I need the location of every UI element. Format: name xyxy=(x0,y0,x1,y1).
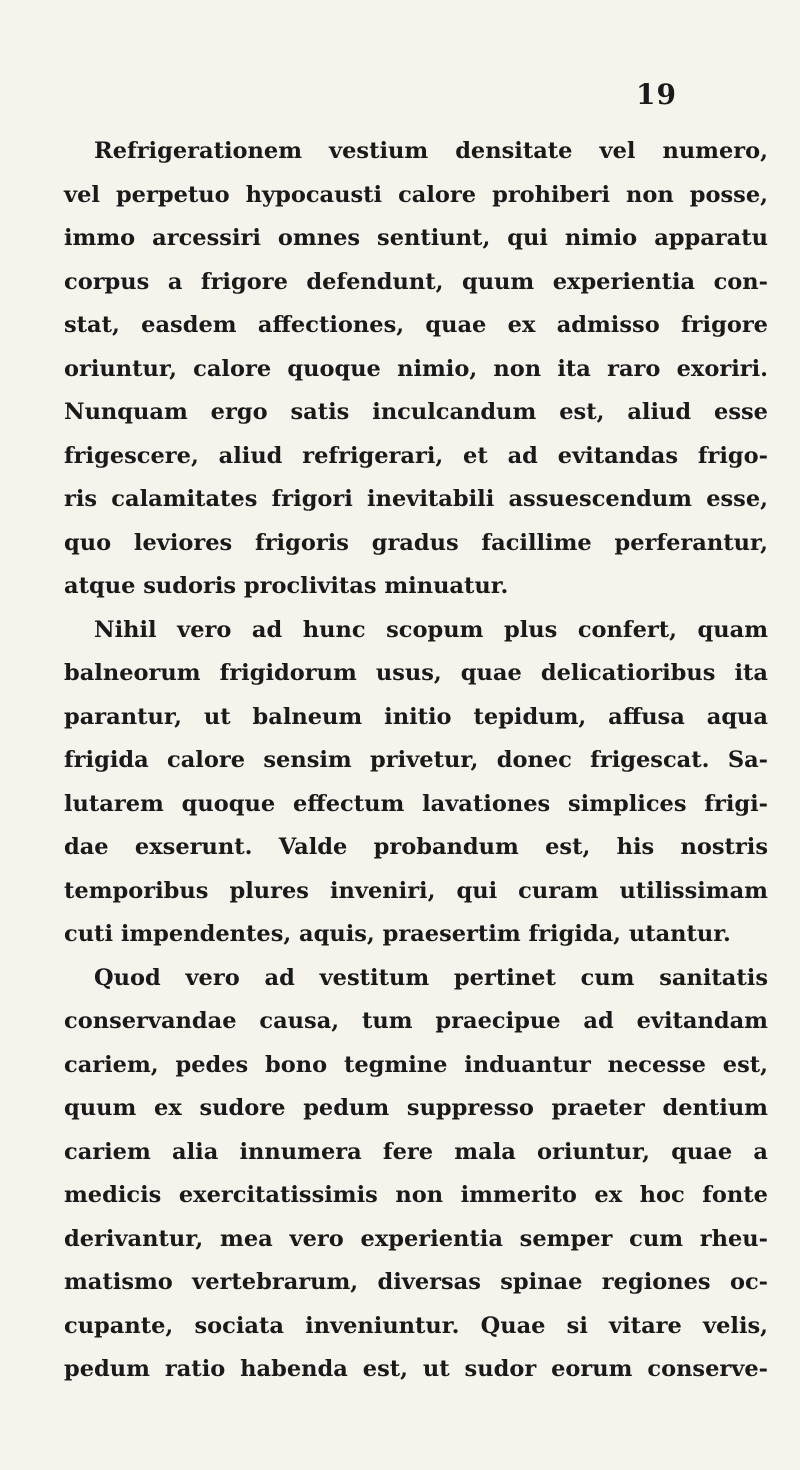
text-line: ris calamitates frigori inevitabili assuescendum esse, xyxy=(64,486,768,512)
text-line: corpus a frigore defendunt, quum experientia con- xyxy=(64,268,768,295)
text-line: cariem, pedes bono tegmine induantur necesse est, xyxy=(64,1051,768,1078)
text-line: immo arcessiri omnes sentiunt, qui nimio apparatu xyxy=(64,225,768,251)
text-line: cupante, sociata inveniuntur. Quae si vitare velis, xyxy=(64,1312,768,1339)
text-line: lutarem quoque effectum lavationes simplices frigi- xyxy=(64,790,768,817)
text-line: conservandae causa, tum praecipue ad evitandam xyxy=(64,1008,768,1034)
text-line: stat, easdem affectiones, quae ex admisso frigore xyxy=(64,312,768,338)
text-line: Quod vero ad vestitum pertinet cum sanitatis xyxy=(94,964,768,991)
text-line: cuti impendentes, aquis, praesertim frigida, utantur. xyxy=(64,921,731,947)
text-line: vel perpetuo hypocausti calore prohiberi non posse, xyxy=(64,181,768,208)
text-line: Nunquam ergo satis inculcandum est, aliud esse xyxy=(64,399,768,425)
text-line: derivantur, mea vero experientia semper cum rheu- xyxy=(64,1225,768,1252)
text-line: matismo vertebrarum, diversas spinae regiones oc- xyxy=(64,1269,768,1295)
text-line: medicis exercitatissimis non immerito ex hoc fonte xyxy=(64,1182,768,1208)
text-line: pedum ratio habenda est, ut sudor eorum conserve- xyxy=(64,1356,768,1382)
text-line: quum ex sudore pedum suppresso praeter dentium xyxy=(64,1095,768,1121)
text-line: parantur, ut balneum initio tepidum, affusa aqua xyxy=(64,703,768,730)
body-text xyxy=(64,130,768,1392)
text-line: oriuntur, calore quoque nimio, non ita raro exoriri. xyxy=(64,355,768,382)
text-line: dae exserunt. Valde probandum est, his nostris xyxy=(64,834,768,860)
text-line: atque sudoris proclivitas minuatur. xyxy=(64,573,509,599)
text-line: cariem alia innumera fere mala oriuntur, quae a xyxy=(64,1138,768,1165)
text-line: Nihil vero ad hunc scopum plus confert, quam xyxy=(94,616,768,643)
text-line: Refrigerationem vestium densitate vel numero, xyxy=(94,138,768,164)
text-line: frigida calore sensim privetur, donec frigescat. Sa- xyxy=(64,747,768,773)
text-line: balneorum frigidorum usus, quae delicatioribus ita xyxy=(64,660,768,686)
text-line: temporibus plures inveniri, qui curam utilissimam xyxy=(64,877,768,904)
text-line: quo leviores frigoris gradus facillime perferantur, xyxy=(64,529,768,556)
text-line: frigescere, aliud refrigerari, et ad evitandas frigo- xyxy=(64,442,768,469)
page-number: 19 xyxy=(636,78,677,111)
